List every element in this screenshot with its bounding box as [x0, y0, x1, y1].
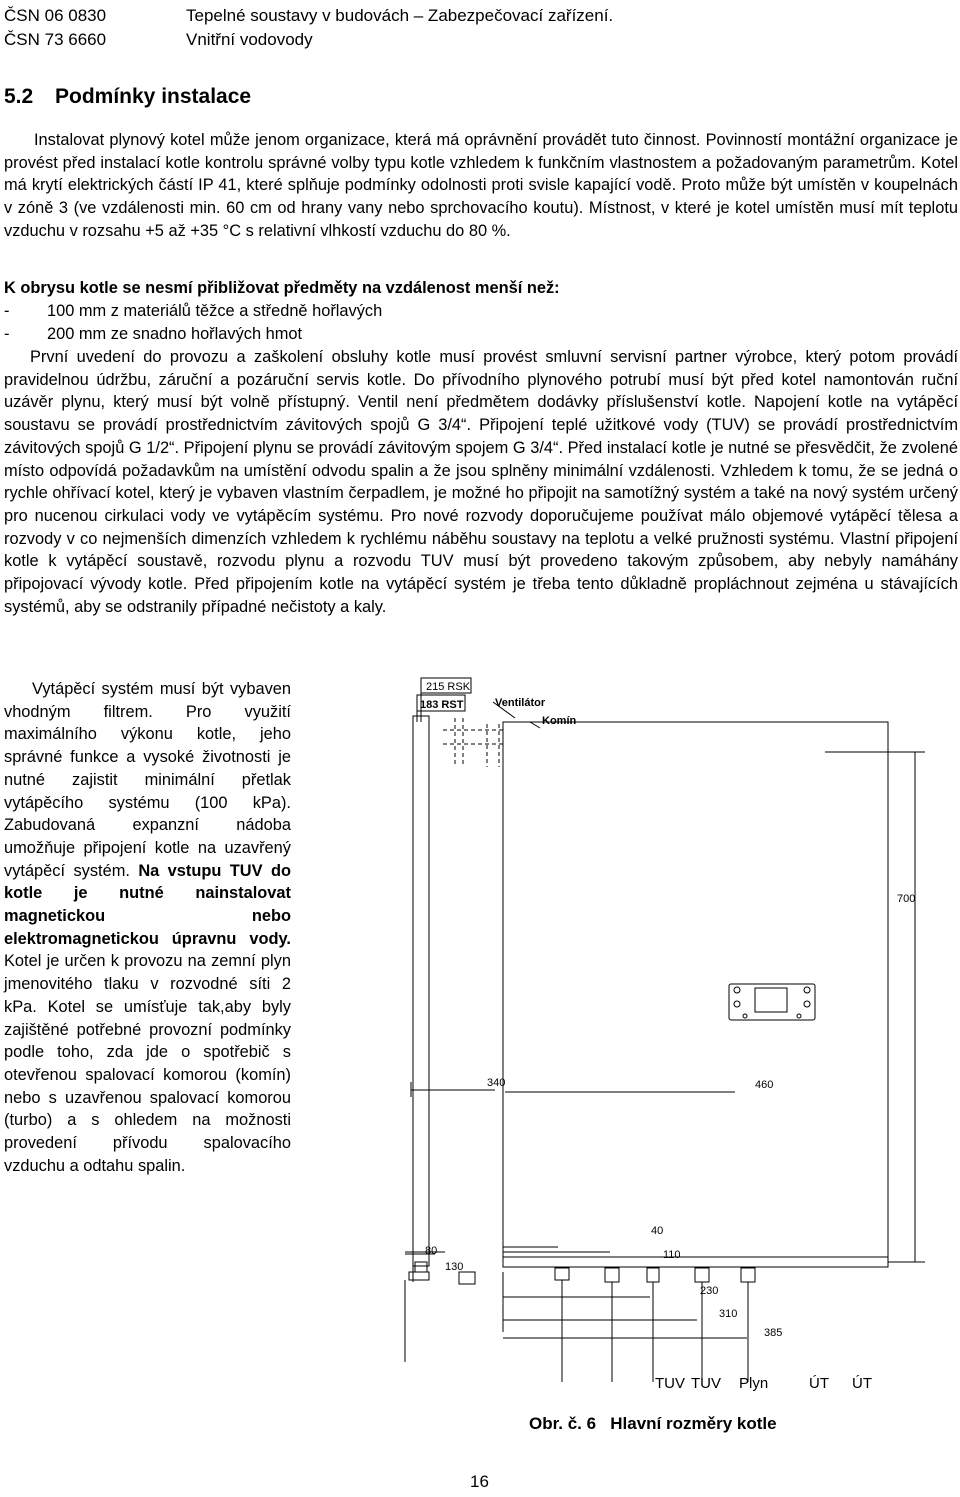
standard-code-2: ČSN 73 6660: [4, 30, 107, 49]
dim-label-230: 230: [700, 1285, 719, 1297]
label-komin: Komín: [542, 715, 577, 727]
paragraph-installation: Instalovat plynový kotel může jenom organizace, která má oprávnění provádět tuto činnost. Povinností montážní organizace je provést před instalací kotle kontrolu správné volby typu kotle vzhledem k funkčním vlastnostem a požadovaným parametrům. Kotel má krytí elektrických částí IP 41, které splňuje podmínky odolnosti proti svisle kapající vodě. Proto může být umístěn v koupelnách v zóně 3 (ve vzdálenosti min. 60 cm od hrany vany nebo sprchovacího koutu). Místnost, v které je kotel umístěn musí mít teplotu vzduchu v rozsahu +5 až +35 °C s relativní vlhkostí vzduchu do 80 %.: [4, 131, 958, 240]
dim-label-460: 460: [755, 1079, 774, 1091]
paragraph-heating-system: Vytápěcí systém musí být vybaven vhodným filtrem. Pro využití maximálního výkonu kotle, jeho správné funkce a vysoké životnosti je nutné zajistit minimální přetlak vytápěcího systému (100 kPa). Zabudovaná expanzní nádoba umožňuje připojení kotle na uzavřený vytápěcí systém. Na vstupu TUV do kotle je nutné nainstalovat magnetickou nebo elektromagnetickou úpravnu vody. Kotel je určen k provozu na zemní plyn jmenovitého tlaku v rozvodné síti 2 kPa. Kotel se umísťuje tak,aby byly zajištěné potřebné provozní podmínky podle toho, zda jde o spotřebič s otevřenou spalovací komorou (komín) nebo s uzavřenou spalovací komorou (turbo) a s ohledem na možnosti provedení přívodu spalovacího vzduchu a odtahu spalin.: [4, 680, 291, 1175]
water-treatment-note: Na vstupu TUV do kotle je nutné nainstalovat magnetickou nebo elektromagnetickou úpravnu vody.: [4, 861, 291, 948]
section-title: Podmínky instalace: [55, 85, 252, 108]
dim-label-130: 130: [445, 1261, 464, 1273]
dim-label-310: 310: [719, 1308, 738, 1320]
dim-label-110: 110: [663, 1249, 681, 1261]
figure-caption: Obr. č. 6 Hlavní rozměry kotle: [529, 1414, 777, 1433]
section-heading: [4, 85, 251, 109]
control-panel: [729, 984, 815, 1020]
paragraph-commissioning: První uvedení do provozu a zaškolení obsluhy kotle musí provést smluvní servisní partner výrobce, který potom provádí pravidelnou údržbu, záruční a pozáruční servis kotle. Do přívodního plynového potrubí musí být před kotel namontován ruční uzávěr plynu, který musí být volně přístupný. Ventil není předmětem dodávky příslušenství kotle. Napojení kotle na vytápěcí soustavu se provádí prostřednictvím závitových spojů G 3/4“. Připojení teplé užitkové vody (TUV) se provádí prostřednictvím závitových spojů G 1/2“. Připojení plynu se provádí závitovým spojem G 3/4“. Před instalací kotle je nutné se přesvědčit, že zvolené místo odpovídá požadavkům na umístění odvodu spalin a že jsou splněny minimální vzdálenosti. Vzhledem k tomu, že se jedná o rychle ohřívací kotel, který je vybaven vlastním čerpadlem, je možné ho připojit na samotížný systém a také na nový systém určený pro nucenou cirkulaci vody ve vytápěcím systému. Pro nové rozvody doporučujeme používat málo objemové vytápěcí tělesa a rozvody v co nejmenších dimenzích vzhledem k rychlému náběhu soustavy na teplotu a velké pružnosti systému. Vlastní připojení kotle k vytápěcí soustavě, rozvodu plynu a rozvodu TUV musí být provedeno takovým způsobem, aby nebyly namáhány připojovací vývody kotle. Před připojením kotle na vytápěcí systém je třeba tento důkladně propláchnout zejména u stávajících systémů, aby se odstranily případné nečistoty a kaly.: [4, 348, 958, 616]
connector-label-tuv-2: TUV: [691, 1375, 721, 1392]
dim-label-340: 340: [487, 1077, 506, 1089]
clearance-item-2: - 200 mm ze snadno hořlavých hmot: [4, 325, 303, 343]
standard-code-1: ČSN 06 0830: [4, 6, 107, 25]
connector-label-tuv-1: TUV: [655, 1375, 685, 1392]
page-number: 16: [470, 1472, 489, 1491]
connector-label-plyn: Plyn: [739, 1375, 769, 1392]
boiler-dimensions-drawing: [395, 672, 925, 1402]
section-number: 5.2: [4, 85, 34, 108]
clearance-item-1: - 100 mm z materiálů těžce a středně hořlavých: [4, 302, 383, 320]
label-ventilator: Ventilátor: [495, 697, 546, 709]
label-rsk: 215 RSK: [426, 681, 471, 693]
dim-label-80: 80: [425, 1245, 438, 1257]
standard-title-2: Vnitřní vodovody: [186, 30, 313, 49]
dim-label-height: 700: [897, 893, 916, 905]
connector-label-ut-1: ÚT: [809, 1375, 829, 1392]
clearance-heading: K obrysu kotle se nesmí přibližovat předměty na vzdálenost menší než:: [4, 279, 560, 297]
boiler-side-view: [413, 716, 429, 1266]
connector-label-ut-2: ÚT: [852, 1375, 872, 1392]
standard-title-1: Tepelné soustavy v budovách – Zabezpečovací zařízení.: [186, 6, 614, 25]
boiler-front-view: [503, 722, 888, 1267]
label-rst: 183 RST: [420, 699, 464, 711]
dim-label-40: 40: [651, 1225, 664, 1237]
dim-label-385: 385: [764, 1327, 783, 1339]
